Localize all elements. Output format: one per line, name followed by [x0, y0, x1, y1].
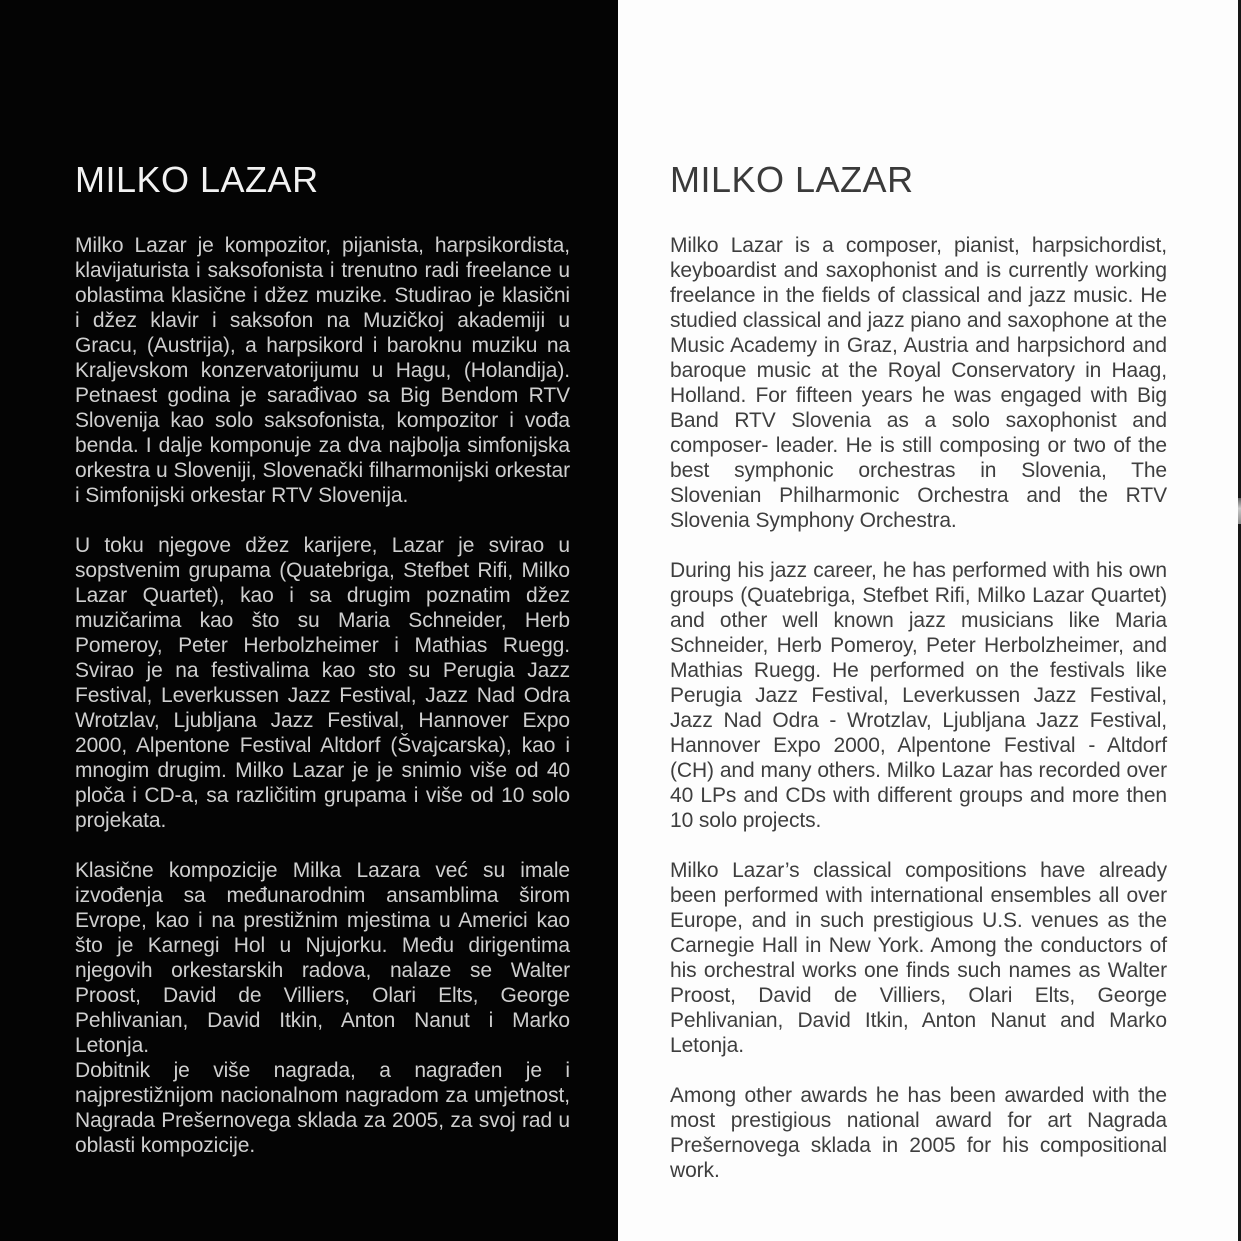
right-page-title: MILKO LAZAR — [670, 159, 914, 200]
right-bio-text — [670, 233, 1167, 1183]
left-page — [0, 0, 618, 1241]
bio-paragraph-sl-3: Klasične kompozicije Milka Lazara već su imale izvođenja sa međunarodnim ansamblima širom Evrope, kao i na prestižnim mjestima u Americi kao što je Karnegi Hol u Njujorku. Među dirigentima njegovih orkestarskih radova, nalaze se Walter Proost, David de Villiers, Olari Elts, George Pehlivanian, David Itkin, Anton Nanut i Marko Letonja. — [75, 859, 570, 1057]
bio-paragraph-sl-1: Milko Lazar je kompozitor, pijanista, harpsikordista, klavijaturista i saksofonista i trenutno radi freelance u oblastima klasične i džez muzike. Studirao je klasični i džez klavir i saksofon na Muzičkoj akademiji u Gracu, (Austrija), a harpsikord i baroknu muziku na Kraljevskom konzervatorijumu u Hagu, (Holandija). Petnaest godina je sarađivao sa Big Bendom RTV Slovenija kao solo saksofonista, kompozitor i vođa benda. I dalje komponuje za dva najbolja simfonijska orkestra u Sloveniji, Slovenački filharmonijski orkestar i Simfonijski orkestar RTV Slovenija. — [75, 234, 570, 507]
bio-paragraph-en-3: Milko Lazar’s classical compositions have already been performed with international ensembles all over Europe, and in such prestigious U.S. venues as the Carnegie Hall in New York. Among the conductors of his orchestral works one finds such names as Walter Proost, David de Villiers, Olari Elts, George Pehlivanian, David Itkin, Anton Nanut and Marko Letonja. — [670, 859, 1167, 1057]
left-page-title: MILKO LAZAR — [75, 159, 319, 200]
right-page — [618, 0, 1241, 1241]
left-bio-text — [75, 233, 570, 1158]
bio-paragraph-sl-2: U toku njegove džez karijere, Lazar je svirao u sopstvenim grupama (Quatebriga, Stefbet Rifi, Milko Lazar Quartet), kao i sa drugim poznatim džez muzičarima kao što su Maria Schneider, Herb Pomeroy, Peter Herbolzheimer i Mathias Ruegg. Svirao je na festivalima kao sto su Perugia Jazz Festival, Leverkussen Jazz Festival, Jazz Nad Odra Wrotzlav, Ljubljana Jazz Festival, Hannover Expo 2000, Alpentone Festival Altdorf (Švajcarska), kao i mnogim drugim. Milko Lazar je je snimio više od 40 ploča i CD-a, sa različitim grupama i više od 10 solo projekata. — [75, 534, 570, 832]
bio-paragraph-en-2: During his jazz career, he has performed with his own groups (Quatebriga, Stefbet Rifi, Milko Lazar Quartet) and other well known jazz musicians like Maria Schneider, Herb Pomeroy, Peter Herbolzheimer, and Mathias Ruegg. He performed on the festivals like Perugia Jazz Festival, Leverkussen Jazz Festival, Jazz Nad Odra - Wrotzlav, Ljubljana Jazz Festival, Hannover Expo 2000, Alpentone Festival - Altdorf (CH) and many others. Milko Lazar has recorded over 40 LPs and CDs with different groups and more then 10 solo projects. — [670, 559, 1167, 832]
bio-paragraph-en-4: Among other awards he has been awarded with the most prestigious national award for art Nagrada Prešernovega sklada in 2005 for his compositional work. — [670, 1084, 1167, 1182]
bio-paragraph-en-1: Milko Lazar is a composer, pianist, harpsichordist, keyboardist and saxophonist and is currently working freelance in the fields of classical and jazz music. He studied classical and jazz piano and saxophone at the Music Academy in Graz, Austria and harpsichord and baroque music at the Royal Conservatory in Haag, Holland. For fifteen years he was engaged with Big Band RTV Slovenia as a solo saxophonist and composer- leader. He is still composing or two of the best symphonic orchestras in Slovenia, The Slovenian Philharmonic Orchestra and the RTV Slovenia Symphony Orchestra. — [670, 234, 1167, 532]
bio-paragraph-sl-4: Dobitnik je više nagrada, a nagrađen je i najprestižnijom nacionalnom nagradom za umjetnost, Nagrada Prešernovega sklada za 2005, za svoj rad u oblasti kompozicije. — [75, 1059, 570, 1157]
